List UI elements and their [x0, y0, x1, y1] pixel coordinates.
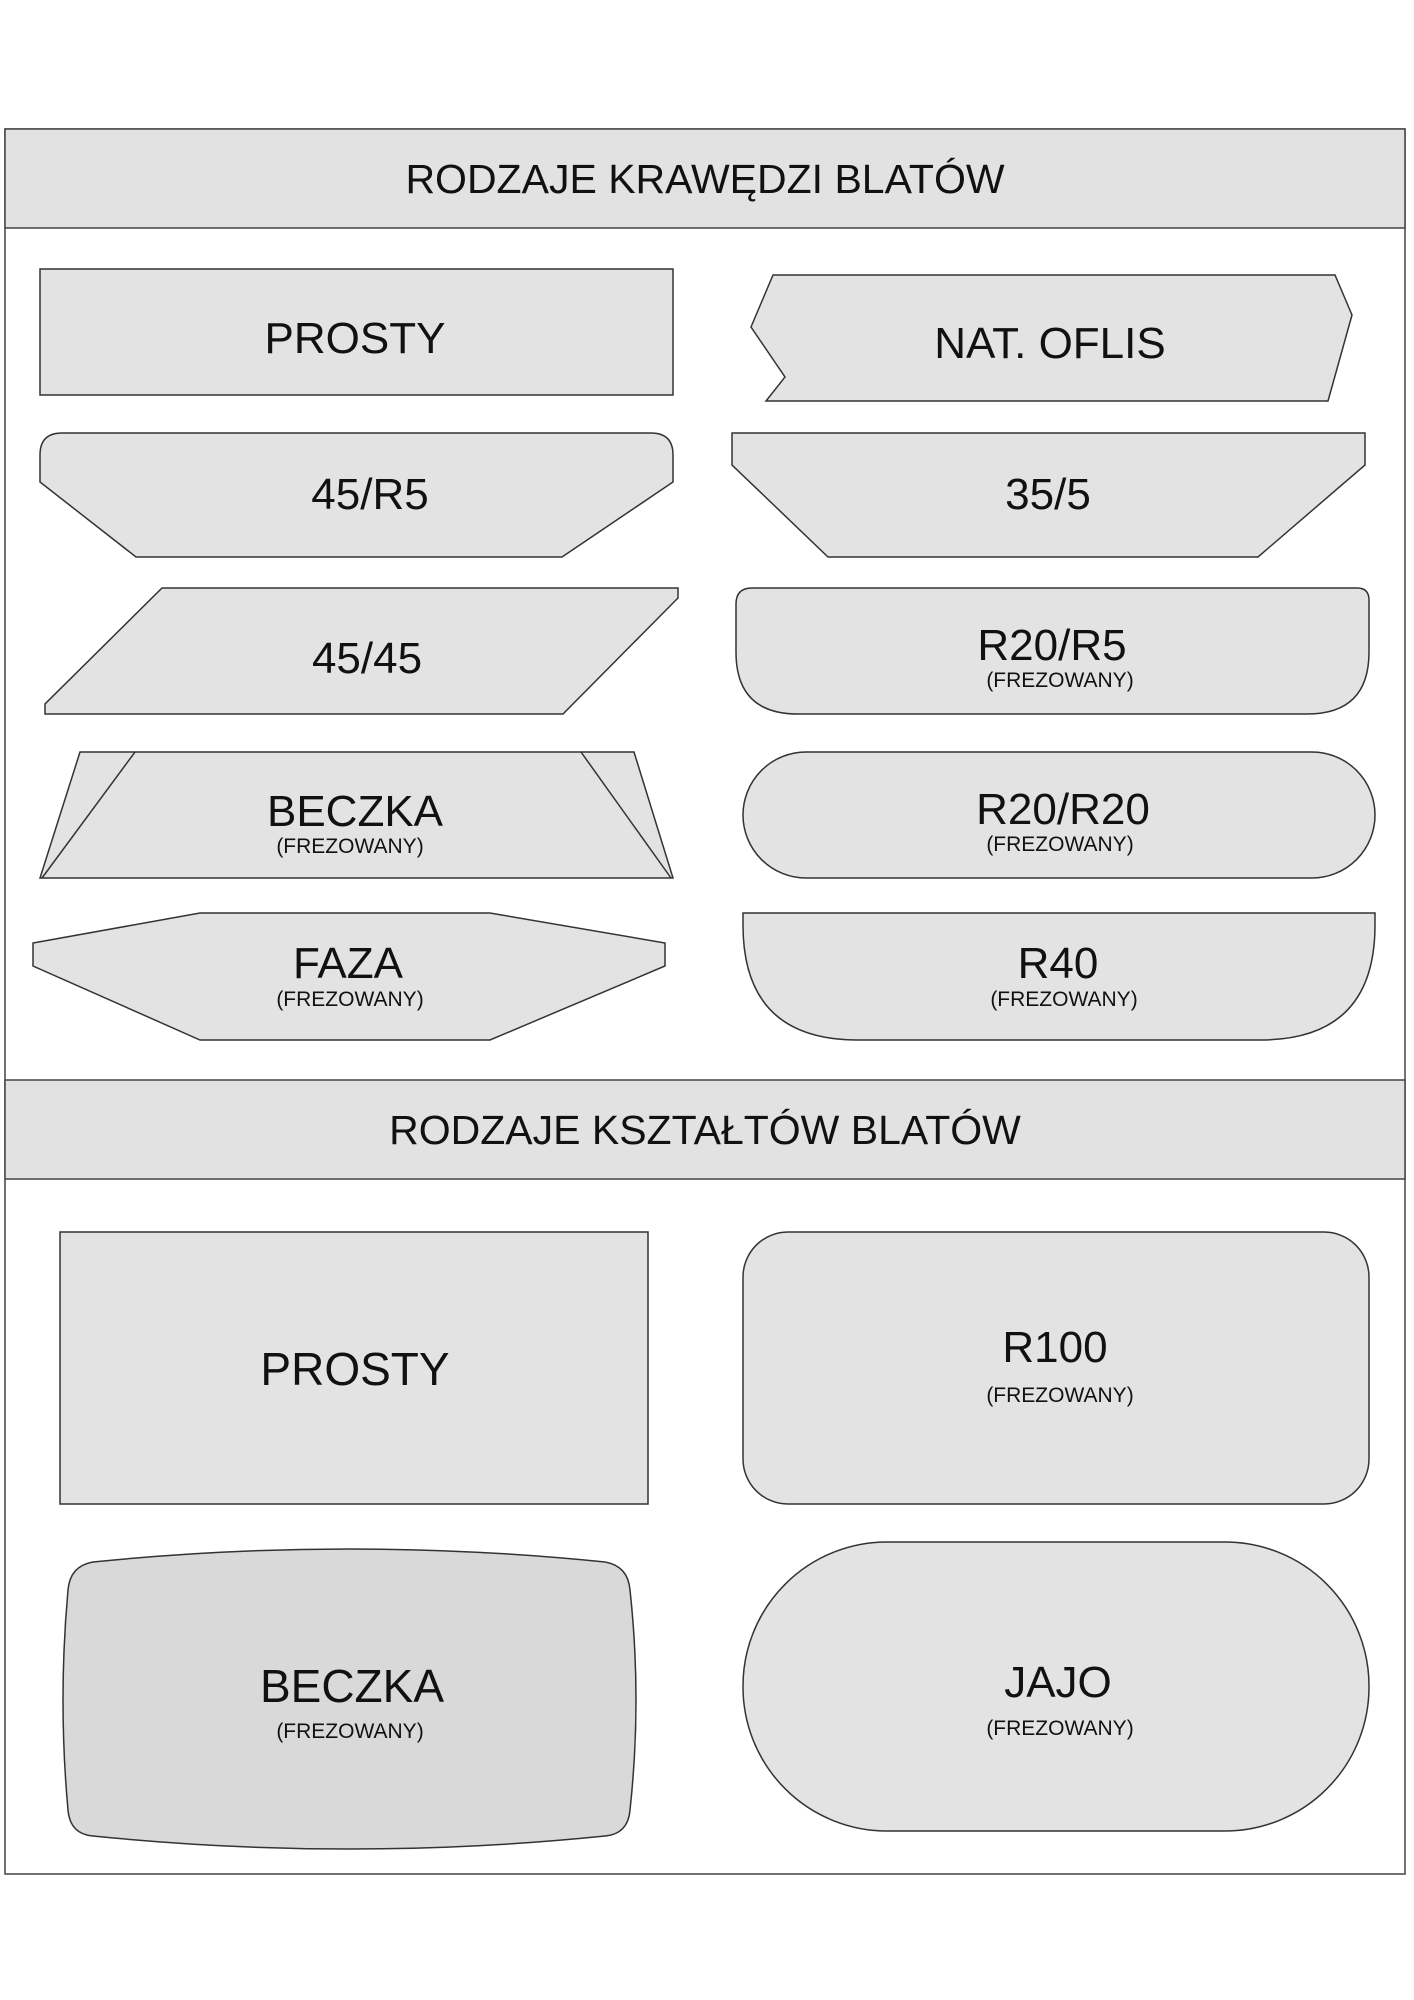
edge-beczka — [40, 752, 673, 878]
edge-r20-r20-label: R20/R20 — [976, 785, 1150, 834]
shape-jajo — [743, 1542, 1369, 1831]
edge-prosty — [40, 269, 673, 395]
edge-beczka-label: BECZKA — [266, 787, 444, 836]
edge-faza-note: (FREZOWANY) — [276, 988, 424, 1011]
edge-35-5 — [732, 433, 1365, 557]
edge-r20-r20-note: (FREZOWANY) — [986, 833, 1134, 856]
shapes-section-title: RODZAJE KSZTAŁTÓW BLATÓW — [389, 1107, 1021, 1153]
shape-r100-note: (FREZOWANY) — [986, 1384, 1134, 1407]
shape-r100 — [743, 1232, 1369, 1504]
edge-nat-oflis-label: NAT. OFLIS — [934, 319, 1166, 368]
edge-45-45 — [45, 588, 678, 714]
edge-prosty-label: PROSTY — [264, 314, 446, 363]
shape-jajo-note: (FREZOWANY) — [986, 1717, 1134, 1740]
edge-45-45-label: 45/45 — [311, 634, 423, 683]
shape-prosty-label: PROSTY — [260, 1343, 450, 1395]
edge-faza — [33, 913, 665, 1040]
edge-r20-r5 — [736, 588, 1369, 714]
shape-beczka-label: BECZKA — [259, 1660, 445, 1712]
edge-45-r5-label: 45/R5 — [311, 470, 429, 519]
edge-r20-r5-note: (FREZOWANY) — [986, 669, 1134, 692]
shape-r100-label: R100 — [1002, 1323, 1108, 1372]
edge-r40-note: (FREZOWANY) — [990, 988, 1138, 1011]
edge-faza-label: FAZA — [292, 939, 404, 988]
shape-beczka — [63, 1549, 636, 1849]
edges-section-title: RODZAJE KRAWĘDZI BLATÓW — [405, 156, 1005, 202]
edge-beczka-note: (FREZOWANY) — [276, 835, 424, 858]
shape-beczka-note: (FREZOWANY) — [276, 1720, 424, 1743]
edge-r20-r5-label: R20/R5 — [977, 621, 1127, 670]
edge-r40 — [743, 913, 1375, 1040]
edge-45-r5 — [40, 433, 673, 557]
edge-r20-r20 — [743, 752, 1375, 878]
shape-prosty — [60, 1232, 648, 1504]
shape-jajo-label: JAJO — [1004, 1658, 1112, 1707]
edge-r40-label: R40 — [1017, 939, 1099, 988]
edge-nat-oflis — [751, 275, 1352, 401]
edge-35-5-label: 35/5 — [1005, 470, 1091, 519]
